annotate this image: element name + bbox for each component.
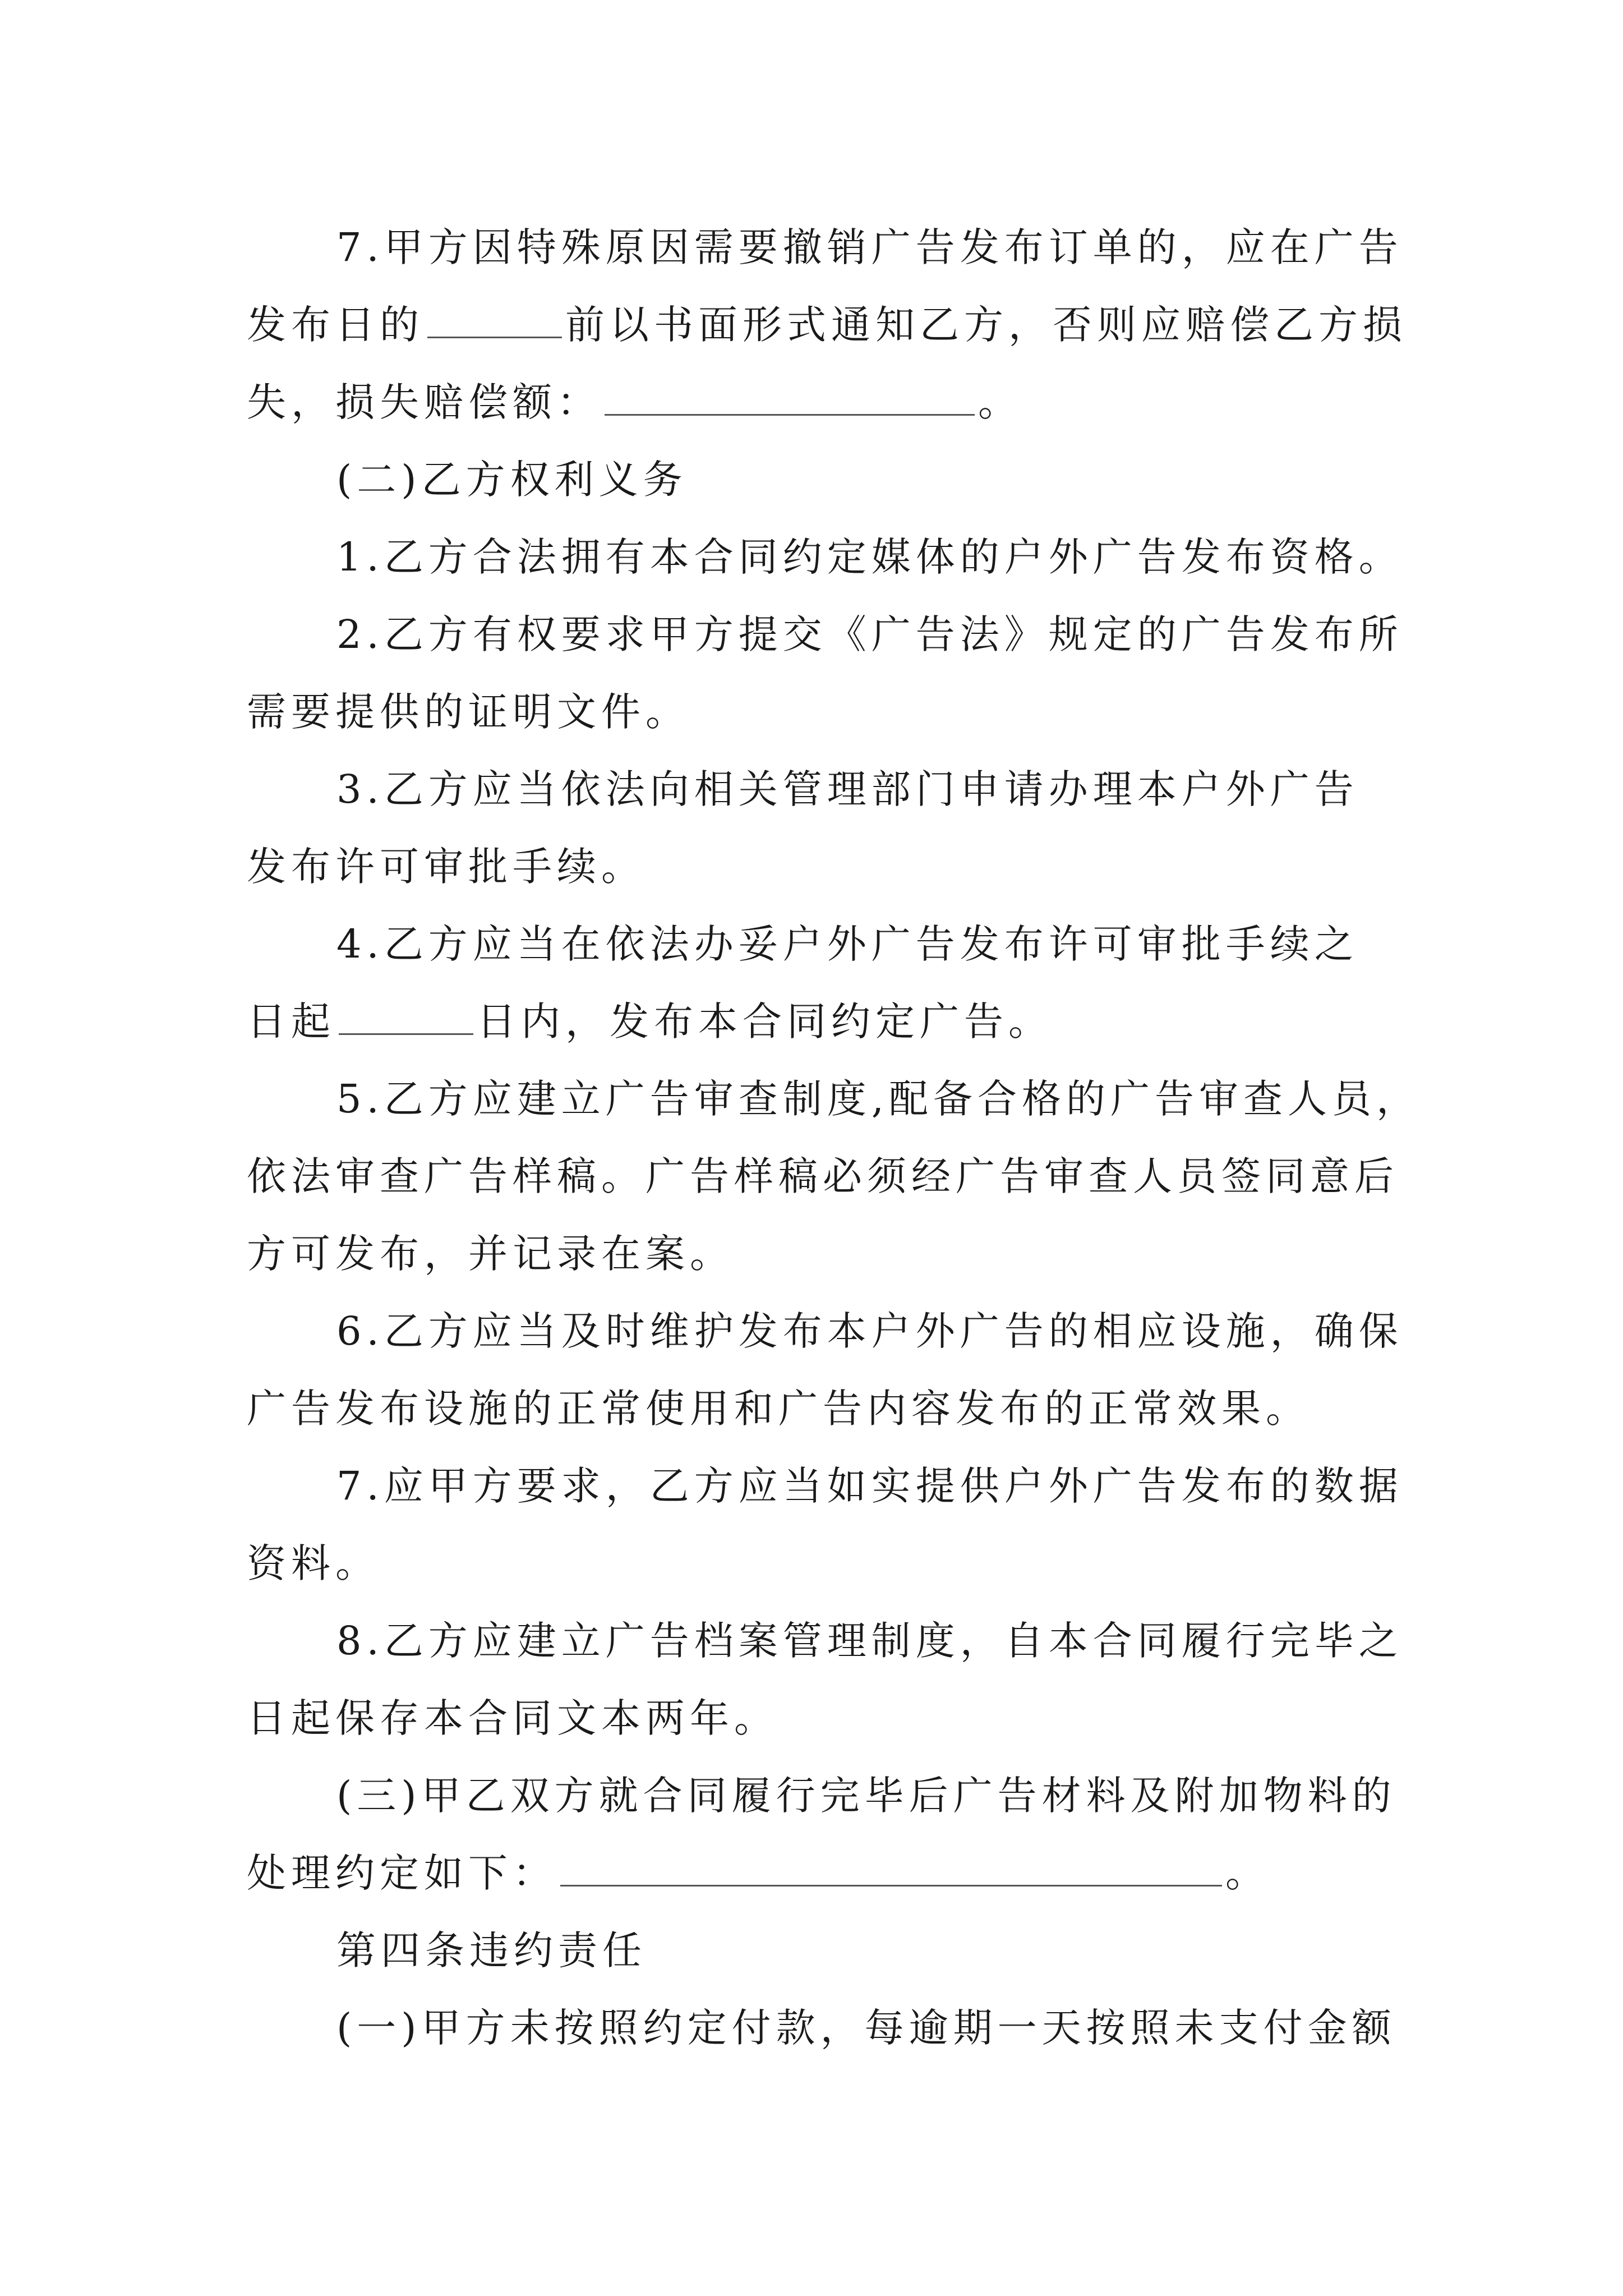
blank-notice-deadline[interactable] <box>427 304 562 338</box>
blank-publish-days[interactable] <box>339 1001 473 1035</box>
section-c-line2: 处理约定如下： 。 <box>247 1850 1270 1896</box>
clause-b2-line2: 需要提供的证明文件。 <box>247 689 690 735</box>
clause-b7-line1: 7.应甲方要求，乙方应当如实提供户外广告发布的数据 <box>336 1463 1403 1509</box>
clause-b2-line1: 2.乙方有权要求甲方提交《广告法》规定的广告发布所 <box>336 611 1403 657</box>
clause-b8-line2: 日起保存本合同文本两年。 <box>247 1695 778 1741</box>
section-c-line1: (三)甲乙双方就合同履行完毕后广告材料及附加物料的 <box>336 1773 1396 1819</box>
clause-b6-line2: 广告发布设施的正常使用和广告内容发布的正常效果。 <box>247 1386 1310 1432</box>
clause-b5-line3: 方可发布，并记录在案。 <box>247 1231 734 1277</box>
clause-a7-line2: 发布日的 前以书面形式通知乙方，否则应赔偿乙方损 <box>247 302 1407 348</box>
clause-b6-line1: 6.乙方应当及时维护发布本户外广告的相应设施，确保 <box>336 1308 1403 1354</box>
clause-b3-line2: 发布许可审批手续。 <box>247 844 645 890</box>
clause-b5-line2: 依法审查广告样稿。广告样稿必须经广告审查人员签同意后 <box>247 1153 1399 1199</box>
section-b-heading: (二)乙方权利义务 <box>336 457 688 503</box>
clause-a7-line3: 失，损失赔偿额： 。 <box>247 379 1022 425</box>
clause-b1: 1.乙方合法拥有本合同约定媒体的户外广告发布资格。 <box>336 534 1403 580</box>
clause-b5-line1: 5.乙方应建立广告审查制度,配备合格的广告审查人员， <box>336 1076 1421 1122</box>
article-4-heading: 第四条违约责任 <box>336 1927 647 1973</box>
blank-material-handling[interactable] <box>560 1852 1222 1887</box>
document-page <box>247 209 1421 2067</box>
clause-b3-line1: 3.乙方应当依法向相关管理部门申请办理本户外广告 <box>336 766 1359 812</box>
clause-b7-line2: 资料。 <box>247 1540 380 1586</box>
clause-b4-line2: 日起 日内，发布本合同约定广告。 <box>247 999 1053 1045</box>
clause-a7-line1: 7.甲方因特殊原因需要撤销广告发布订单的，应在广告 <box>336 224 1403 270</box>
blank-compensation-amount[interactable] <box>605 381 975 416</box>
article-4-clause-1: (一)甲方未按照约定付款，每逾期一天按照未支付金额 <box>336 2005 1396 2051</box>
clause-b4-line1: 4.乙方应当在依法办妥户外广告发布许可审批手续之 <box>336 921 1359 967</box>
clause-b8-line1: 8.乙方应建立广告档案管理制度，自本合同履行完毕之 <box>336 1618 1403 1664</box>
